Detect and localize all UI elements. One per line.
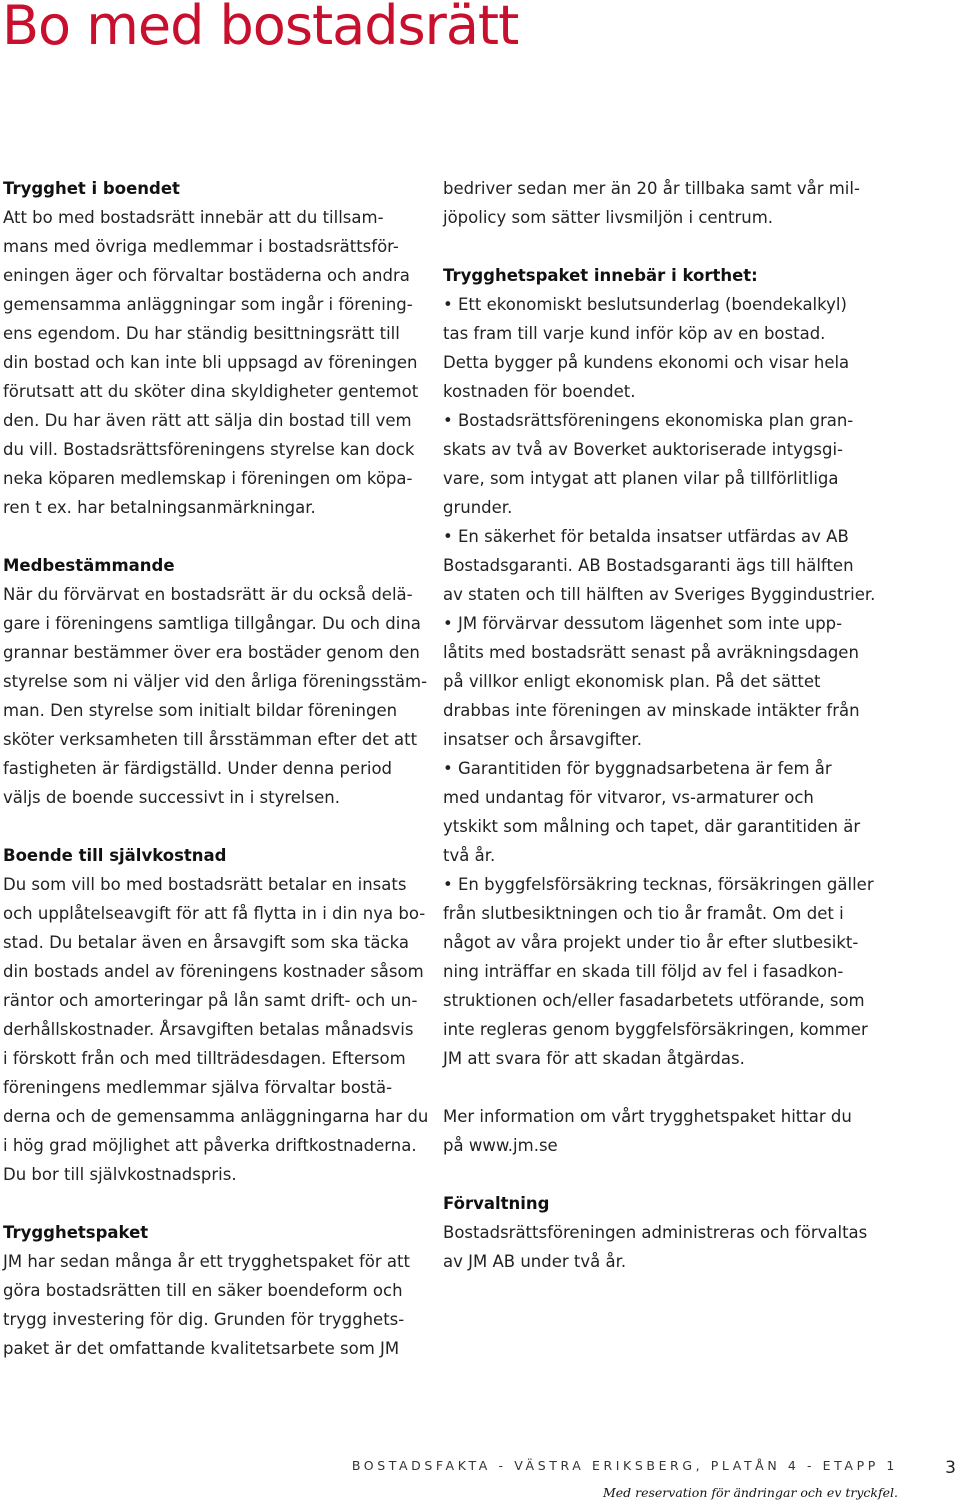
text-line: trygg investering för dig. Grunden för trygghets-	[3, 1310, 405, 1329]
paragraph-spacer	[443, 232, 843, 261]
text-line: • En byggfelsförsäkring tecknas, försäkringen gäller	[443, 875, 874, 894]
page-number: 3	[945, 1458, 956, 1478]
text-line: sköter verksamheten till årsstämman efter det att	[3, 730, 418, 749]
text-line: av JM AB under två år.	[443, 1252, 627, 1271]
text-line: Detta bygger på kundens ekonomi och visar hela	[443, 353, 850, 372]
text-line: gemensamma anläggningar som ingår i förening-	[3, 295, 413, 314]
paragraph-spacer	[3, 522, 403, 551]
text-line: vare, som intygat att planen vilar på tillförlitliga	[443, 469, 839, 488]
text-line: väljs de boende successivt in i styrelsen.	[3, 788, 340, 807]
text-line: jöpolicy som sätter livsmiljön i centrum.	[443, 208, 774, 227]
text-line: paket är det omfattande kvalitetsarbete som JM	[3, 1339, 400, 1358]
text-line: och upplåtelseavgift för att få flytta in i din nya bo-	[3, 904, 426, 923]
section-heading: Förvaltning	[443, 1194, 550, 1213]
paragraph-spacer	[3, 1189, 403, 1218]
text-line: drabbas inte föreningen av minskade intäkter från	[443, 701, 860, 720]
paragraph-spacer	[443, 1073, 843, 1102]
text-line: ytskikt som målning och tapet, där garantitiden är	[443, 817, 861, 836]
text-line: räntor och amorteringar på lån samt drift- och un-	[3, 991, 418, 1010]
text-line: den. Du har även rätt att sälja din bostad till vem	[3, 411, 412, 430]
text-line: neka köparen medlemskap i föreningen om köpa-	[3, 469, 413, 488]
text-line: något av våra projekt under tio år efter slutbesikt-	[443, 933, 859, 952]
text-line: Mer information om vårt trygghetspaket hittar du	[443, 1107, 852, 1126]
paragraph-spacer	[443, 1160, 843, 1189]
text-line: man. Den styrelse som initialt bildar föreningen	[3, 701, 398, 720]
text-line: Du som vill bo med bostadsrätt betalar en insats	[3, 875, 407, 894]
section-heading: Trygghet i boendet	[3, 179, 180, 198]
text-line: struktionen och/eller fasadarbetets utförande, som	[443, 991, 865, 1010]
section-heading: Medbestämmande	[3, 556, 175, 575]
text-line: skats av två av Boverket auktoriserade intygsgi-	[443, 440, 843, 459]
text-line: din bostads andel av föreningens kostnader såsom	[3, 962, 424, 981]
text-line: föreningens medlemmar själva förvaltar bostä-	[3, 1078, 393, 1097]
text-line: göra bostadsrätten till en säker boendeform och	[3, 1281, 403, 1300]
text-line: kostnaden för boendet.	[443, 382, 636, 401]
text-line: derhållskostnader. Årsavgiften betalas månadsvis	[3, 1020, 414, 1039]
footer-running-title: BOSTADSFAKTA - VÄSTRA ERIKSBERG, PLATÅN 4 - ETAPP 1	[351, 1458, 898, 1473]
text-line: mans med övriga medlemmar i bostadsrättsför-	[3, 237, 399, 256]
text-line: två år.	[443, 846, 496, 865]
page-title: Bo med bostadsrätt	[2, 0, 519, 57]
text-line: ning inträffar en skada till följd av fel i fasadkon-	[443, 962, 844, 981]
text-line: derna och de gemensamma anläggningarna har du	[3, 1107, 429, 1126]
text-line: insatser och årsavgifter.	[443, 730, 642, 749]
text-line: grannar bestämmer över era bostäder genom den	[3, 643, 420, 662]
text-line: • Garantitiden för byggnadsarbetena är fem år	[443, 759, 832, 778]
text-line: gare i föreningens samtliga tillgångar. Du och dina	[3, 614, 421, 633]
text-line: du vill. Bostadsrättsföreningens styrelse kan dock	[3, 440, 415, 459]
text-line: Bostadsrättsföreningen administreras och förvaltas	[443, 1223, 868, 1242]
text-line: på www.jm.se	[443, 1136, 558, 1155]
text-line: • Ett ekonomiskt beslutsunderlag (boendekalkyl)	[443, 295, 847, 314]
text-line: När du förvärvat en bostadsrätt är du också delä-	[3, 585, 413, 604]
text-line: bedriver sedan mer än 20 år tillbaka samt vår mil-	[443, 179, 860, 198]
section-heading: Boende till självkostnad	[3, 846, 227, 865]
text-line: • JM förvärvar dessutom lägenhet som inte upp-	[443, 614, 843, 633]
text-line: grunder.	[443, 498, 513, 517]
text-line: Att bo med bostadsrätt innebär att du tillsam-	[3, 208, 384, 227]
text-line: styrelse som ni väljer vid den årliga föreningsstäm-	[3, 672, 428, 691]
text-line: med undantag för vitvaror, vs-armaturer och	[443, 788, 814, 807]
text-line: JM har sedan många år ett trygghetspaket för att	[3, 1252, 410, 1271]
text-line: • Bostadsrättsföreningens ekonomiska plan gran-	[443, 411, 854, 430]
footer-disclaimer: Med reservation för ändringar och ev tryckfel.	[602, 1485, 898, 1500]
text-line: från slutbesiktningen och tio år framåt. Om det i	[443, 904, 844, 923]
text-line: eningen äger och förvaltar bostäderna och andra	[3, 266, 410, 285]
text-line: i hög grad möjlighet att påverka driftkostnaderna.	[3, 1136, 417, 1155]
text-line: Du bor till självkostnadspris.	[3, 1165, 237, 1184]
text-line: fastigheten är färdigställd. Under denna period	[3, 759, 393, 778]
text-line: din bostad och kan inte bli uppsagd av föreningen	[3, 353, 418, 372]
section-heading: Trygghetspaket innebär i korthet:	[443, 266, 758, 285]
text-line: JM att svara för att skadan åtgärdas.	[443, 1049, 745, 1068]
text-line: ens egendom. Du har ständig besittningsrätt till	[3, 324, 400, 343]
text-line: i förskott från och med tillträdesdagen. Eftersom	[3, 1049, 406, 1068]
text-line: tas fram till varje kund inför köp av en bostad.	[443, 324, 826, 343]
text-line: av staten och till hälften av Sveriges Byggindustrier.	[443, 585, 876, 604]
text-line: inte regleras genom byggfelsförsäkringen, kommer	[443, 1020, 868, 1039]
text-line: förutsatt att du sköter dina skyldigheter gentemot	[3, 382, 419, 401]
paragraph-spacer	[3, 812, 403, 841]
text-line: på villkor enligt ekonomisk plan. På det sättet	[443, 672, 821, 691]
left-column	[3, 174, 429, 1363]
section-heading: Trygghetspaket	[3, 1223, 149, 1242]
text-line: • En säkerhet för betalda insatser utfärdas av AB	[443, 527, 849, 546]
text-line: ren t ex. har betalningsanmärkningar.	[3, 498, 316, 517]
right-column	[443, 174, 876, 1276]
text-line: stad. Du betalar även en årsavgift som ska täcka	[3, 933, 409, 952]
text-line: Bostadsgaranti. AB Bostadsgaranti ägs till hälften	[443, 556, 854, 575]
text-line: låtits med bostadsrätt senast på avräkningsdagen	[443, 643, 859, 662]
